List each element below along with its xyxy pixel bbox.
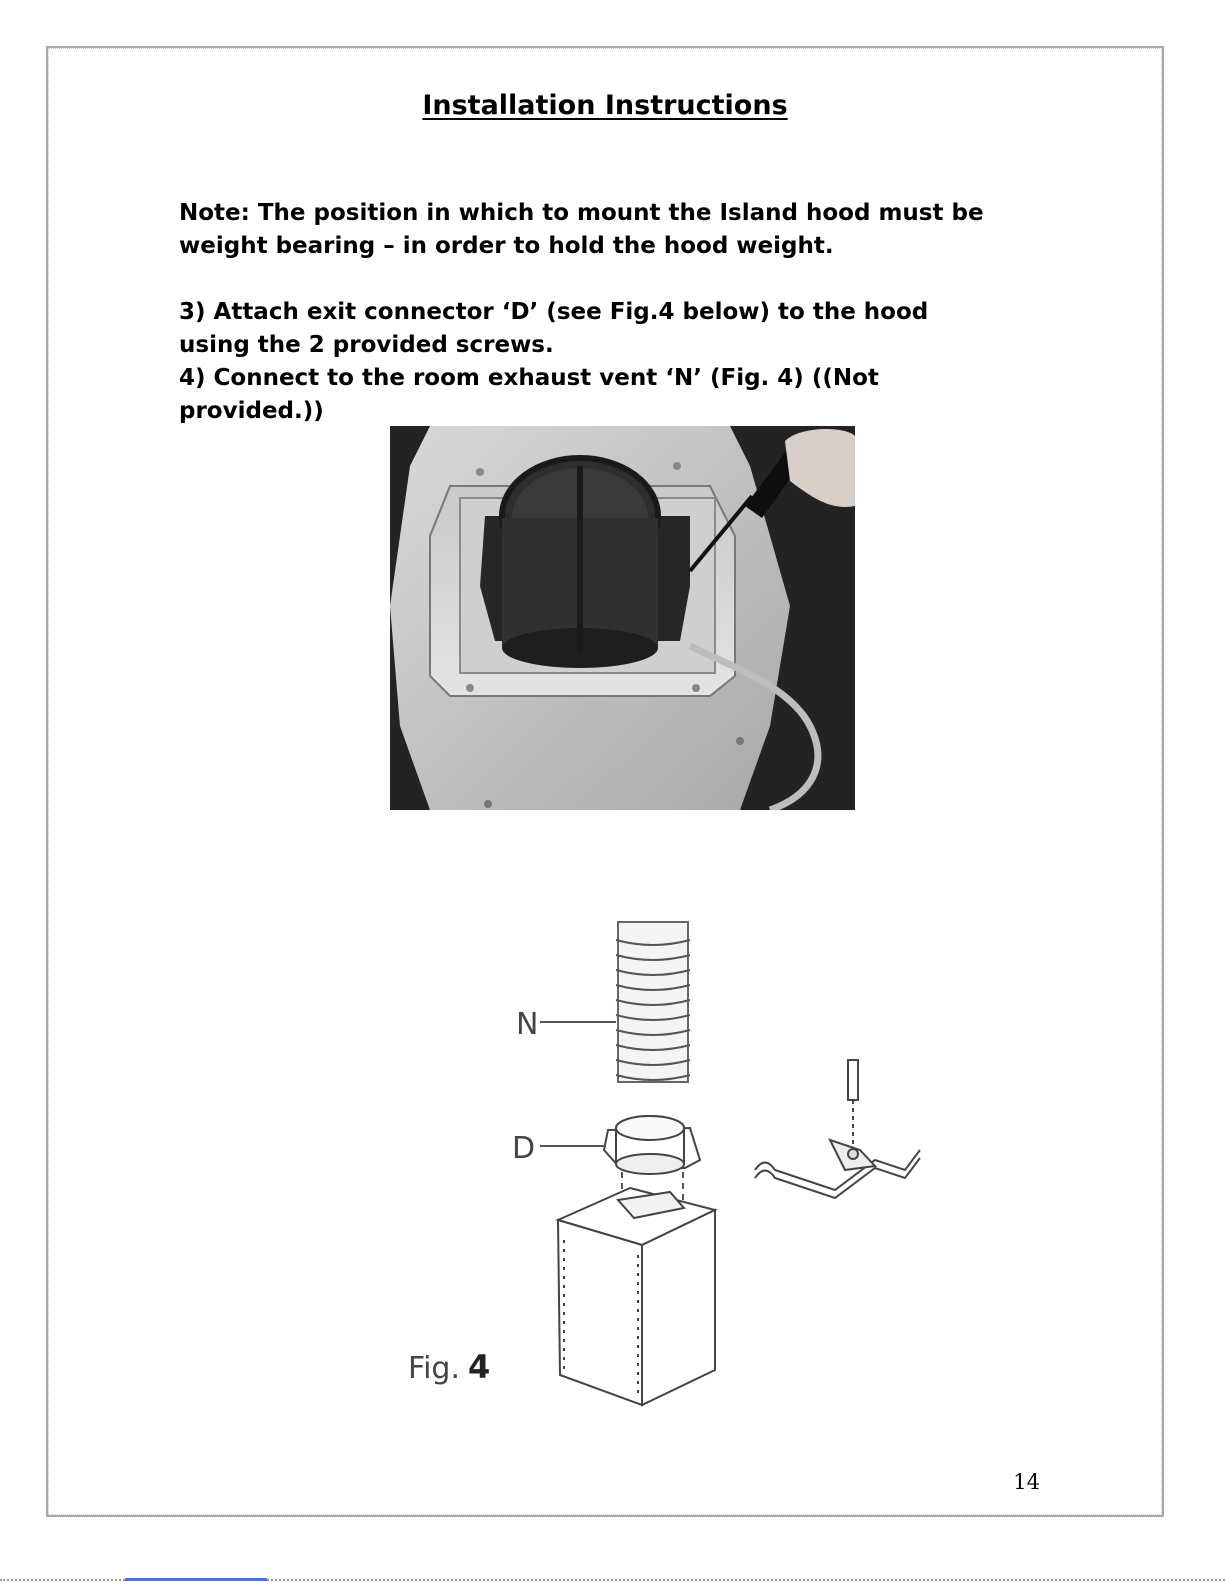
bottom-link-bar [125,1578,267,1581]
page-number: 14 [1013,1470,1040,1494]
note-paragraph [179,197,1079,263]
fig4-diagram [390,910,930,1430]
hood-box [558,1188,715,1405]
page-title: Installation Instructions [422,90,788,121]
bracket-detail [755,1060,920,1198]
fig-caption-prefix: Fig. [408,1351,460,1386]
step-4-line-1: 4) Connect to the room exhaust vent ‘N’ (Fig. 4) ((Not [179,365,879,391]
steps-paragraph [179,296,1079,428]
hood-photo [390,426,855,810]
step-3-line-2: using the 2 provided screws. [179,332,554,358]
step-3-line-1: 3) Attach exit connector ‘D’ (see Fig.4 below) to the hood [179,299,929,325]
note-line-2: weight bearing – in order to hold the hood weight. [179,233,834,259]
exhaust-duct-n [616,922,690,1082]
note-line-1: Note: The position in which to mount the Island hood must be [179,200,984,226]
label-n: N [516,1007,539,1042]
step-4-line-2: provided.)) [179,398,324,424]
fig-caption-number: 4 [468,1348,491,1386]
fig4-drawing [390,910,930,1430]
hood-photo-image [390,426,855,810]
exit-connector-d [604,1116,700,1174]
label-d: D [512,1131,536,1166]
